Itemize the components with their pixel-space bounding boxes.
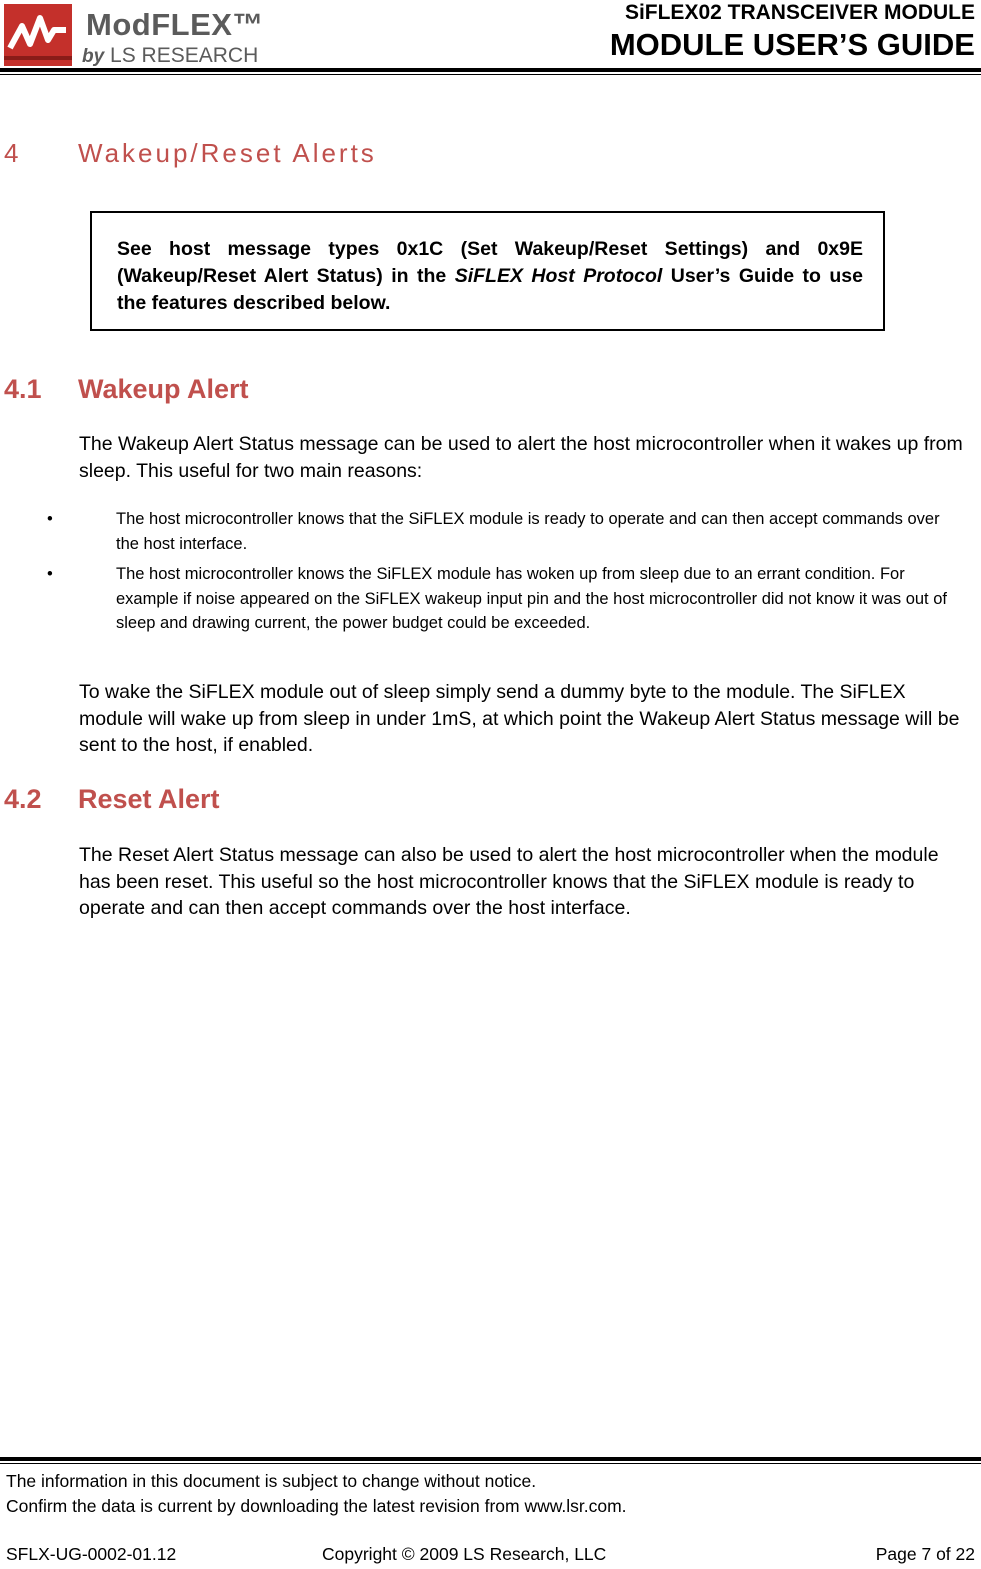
note-text-end: User’s Guide to use the features described below. [117,265,863,314]
footer-copyright: Copyright © 2009 LS Research, LLC [322,1544,607,1564]
header-title-line2: MODULE USER’S GUIDE [609,27,975,62]
header-title-line1: SiFLEX02 TRANSCEIVER MODULE [624,1,975,24]
modflex-logo-icon [4,4,72,66]
note-text [117,236,863,317]
footer-rule-thin [0,1463,981,1464]
section-title: Wakeup Alert [78,374,249,404]
logo-by: by [82,46,105,67]
logo-subtitle [82,44,258,68]
section-number: 4.2 [4,784,42,814]
paragraph-reset-body: The Reset Alert Status message can also be used to alert the host microcontroller when the module has been reset. This useful so the host microcontroller knows that the SiFLEX module is ready to operate and can then accept commands over the host interface. [79,844,939,919]
section-heading-4-2 [4,784,220,815]
bullet-icon: • [47,565,53,583]
section-title: Wakeup/Reset Alerts [78,138,377,168]
logo-company: LS RESEARCH [110,44,259,67]
footer-page-number: Page 7 of 22 [875,1544,975,1564]
section-title: Reset Alert [78,784,220,814]
header-rule [0,68,981,72]
bullet-icon: • [47,510,53,528]
footer-doc-id: SFLX-UG-0002-01.12 [6,1544,177,1564]
logo-name: ModFLEX™ [86,7,264,42]
list-item-text: The host microcontroller knows the SiFLEX module has woken up from sleep due to an errant condition. For example if noise appeared on the SiFLEX wakeup input pin and the host microcontroller did not know it was out of sleep and drawing current, the power budget could be exceeded. [116,565,947,632]
section-heading-4 [4,138,377,169]
list-item-text: The host microcontroller knows that the SiFLEX module is ready to operate and can then accept commands over the host interface. [116,510,940,553]
header-rule-thin [0,74,981,75]
note-text-start: See host message types 0x1C (Set Wakeup/Reset Settings) and 0x9E (Wakeup/Reset Alert Status) in the [117,238,863,287]
footer-rule [0,1457,981,1461]
company-logo [4,4,289,68]
section-number: 4 [4,138,22,168]
footer-notice-line2: Confirm the data is current by downloading the latest revision from www.lsr.com. [6,1496,627,1516]
note-box [90,211,885,331]
paragraph-wakeup-closing: To wake the SiFLEX module out of sleep simply send a dummy byte to the module. The SiFLEX module will wake up from sleep in under 1mS, at which point the Wakeup Alert Status message will be sent to the host, if enabled. [79,681,960,756]
document-title [610,0,975,64]
paragraph-wakeup-intro: The Wakeup Alert Status message can be used to alert the host microcontroller when it wakes up from sleep. This useful for two main reasons: [79,433,963,482]
section-number: 4.1 [4,374,42,404]
note-text-italic: SiFLEX Host Protocol [454,265,663,287]
section-heading-4-1 [4,374,249,405]
footer-notice-line1: The information in this document is subject to change without notice. [6,1471,537,1491]
